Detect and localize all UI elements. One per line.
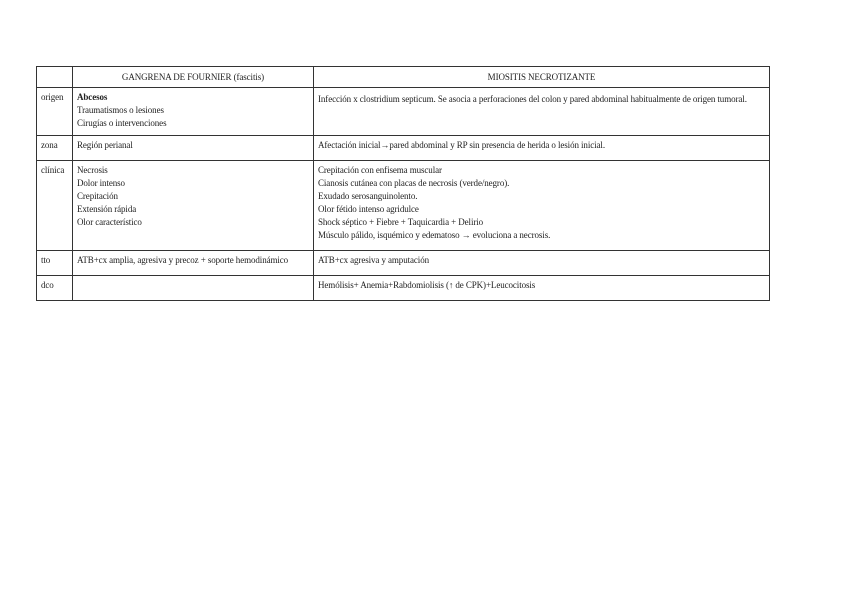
- header-miositis: MIOSITIS NECROTIZANTE: [314, 67, 770, 88]
- clinica-fournier-item: Extensión rápida: [77, 204, 137, 214]
- row-clinica: [37, 161, 770, 251]
- clinica-miositis-cell: [314, 161, 770, 251]
- header-fournier: GANGRENA DE FOURNIER (fascitis): [73, 67, 314, 88]
- tto-fournier-cell: ATB+cx amplia, agresiva y precoz + soporte hemodinámico: [73, 251, 314, 276]
- clinica-fournier-item: Crepitación: [77, 191, 118, 201]
- dco-fournier-cell: [73, 276, 314, 301]
- zona-fournier-cell: Región perianal: [73, 136, 314, 161]
- row-label-origen: origen: [37, 88, 73, 136]
- row-zona: [37, 136, 770, 161]
- zona-miositis-cell: Afectación inicial→pared abdominal y RP sin presencia de herida o lesión inicial.: [314, 136, 770, 161]
- row-label-zona: zona: [37, 136, 73, 161]
- origen-fournier-item: Abcesos: [77, 92, 108, 102]
- header-row: [37, 67, 770, 88]
- clinica-miositis-item: Músculo pálido, isquémico y edematoso → evoluciona a necrosis.: [318, 230, 551, 240]
- comparison-table: [36, 66, 770, 301]
- origen-fournier-item: Traumatismos o lesiones: [77, 105, 164, 115]
- origen-miositis-cell: Infección x clostridium septicum. Se asocia a perforaciones del colon y pared abdominal habitualmente de origen tumoral.: [314, 88, 770, 136]
- clinica-fournier-item: Dolor intenso: [77, 178, 125, 188]
- clinica-fournier-item: Olor característico: [77, 217, 142, 227]
- origen-fournier-item: Cirugías o intervenciones: [77, 118, 167, 128]
- clinica-miositis-item: Olor fétido intenso agridulce: [318, 204, 419, 214]
- row-dco: [37, 276, 770, 301]
- tto-miositis-cell: ATB+cx agresiva y amputación: [314, 251, 770, 276]
- clinica-miositis-item: Crepitación con enfisema muscular: [318, 165, 442, 175]
- origen-fournier-cell: [73, 88, 314, 136]
- clinica-miositis-item: Cianosis cutánea con placas de necrosis (verde/negro).: [318, 178, 510, 188]
- clinica-miositis-item: Exudado serosanguinolento.: [318, 191, 418, 201]
- clinica-fournier-cell: [73, 161, 314, 251]
- clinica-miositis-item: Shock séptico + Fiebre + Taquicardia + Delirio: [318, 217, 484, 227]
- row-tto: [37, 251, 770, 276]
- row-label-clinica: clínica: [37, 161, 73, 251]
- header-corner-cell: [37, 67, 73, 88]
- clinica-fournier-item: Necrosis: [77, 165, 108, 175]
- row-origen: [37, 88, 770, 136]
- row-label-tto: tto: [37, 251, 73, 276]
- row-label-dco: dco: [37, 276, 73, 301]
- dco-miositis-cell: Hemólisis+ Anemia+Rabdomiolisis (↑ de CPK)+Leucocitosis: [314, 276, 770, 301]
